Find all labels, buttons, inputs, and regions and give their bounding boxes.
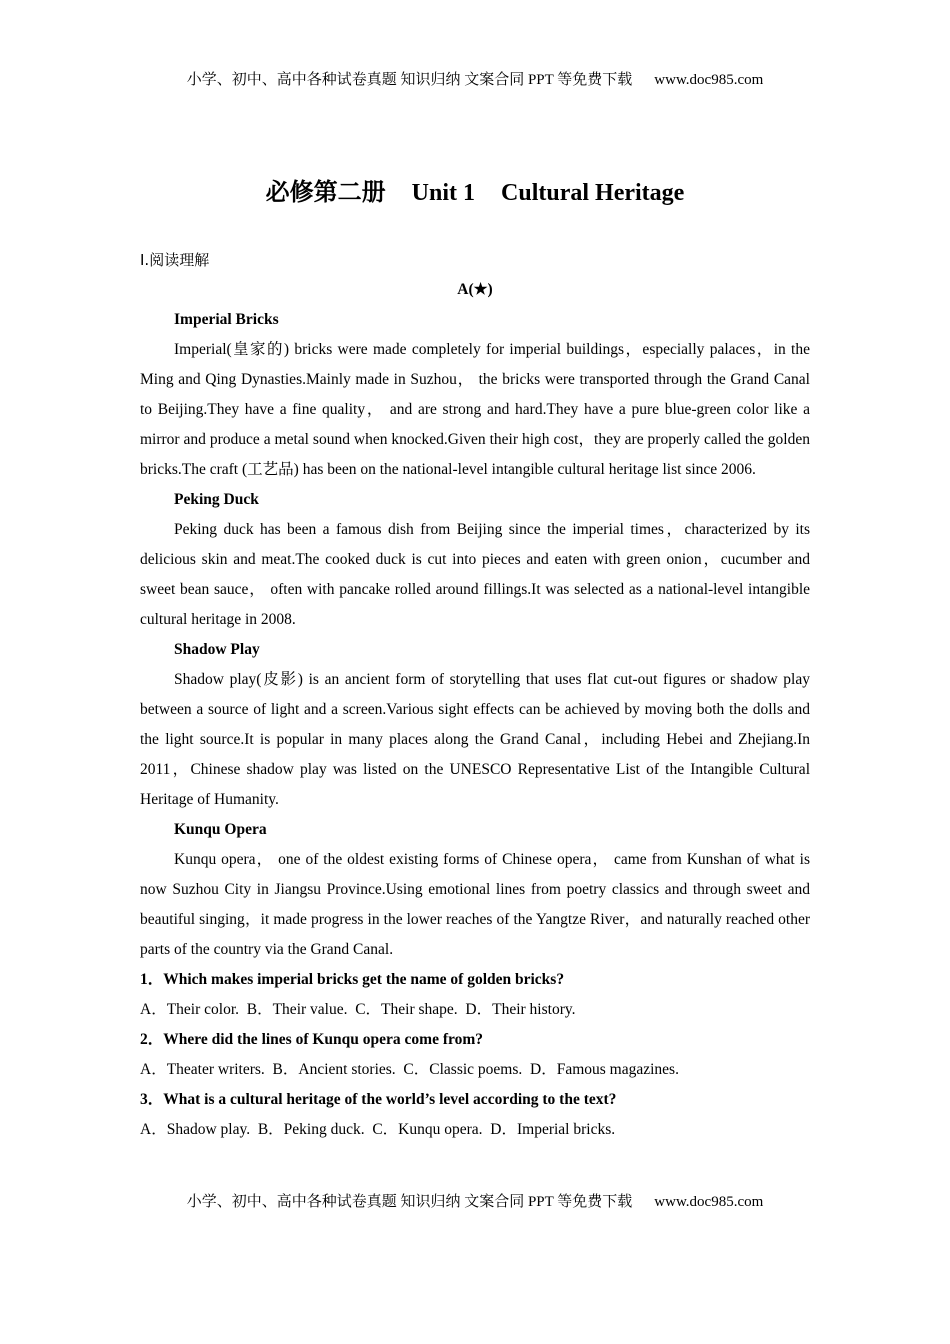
article-body: Imperial(皇家的) bricks were made completely for imperial buildings，especially palaces，in the Ming and Qing Dynasties.Mainly made in Suzhou， the bricks were transported through the Grand Canal to Beijing.They have a fine quality， and are strong and hard.They have a pure blue-green color like a mirror and produce a metal sound when knocked.Given their high cost，they are properly called the golden bricks.The craft (工艺品) has been on the national-level intangible cultural heritage list since 2006. bbox=[140, 341, 810, 478]
article-heading: Peking Duck bbox=[174, 491, 259, 508]
article-body: Shadow play(皮影) is an ancient form of storytelling that uses flat cut-out figures or shadow play between a source of light and a screen.Various sight effects can be achieved by moving both the dolls and the light source.It is popular in many places along the Grand Canal，including Hebei and Zhejiang.In 2011，Chinese shadow play was listed on the UNESCO Representative List of the Intangible Cultural Heritage of Humanity. bbox=[140, 671, 810, 808]
question-options: A．Shadow play. B．Peking duck. C．Kunqu opera. D．Imperial bricks. bbox=[140, 1121, 616, 1138]
footer-url: www.doc985.com bbox=[654, 1194, 764, 1210]
section-heading: Ⅰ.阅读理解 bbox=[140, 251, 210, 269]
footer-text: 小学、初中、高中各种试卷真题 知识归纳 文案合同 PPT 等免费下载 bbox=[186, 1194, 633, 1210]
title-name: Cultural Heritage bbox=[501, 180, 685, 206]
page-header bbox=[0, 68, 950, 89]
title-unit: Unit 1 bbox=[411, 180, 476, 206]
question-options: A．Their color. B．Their value. C．Their shape. D．Their history. bbox=[140, 1001, 576, 1018]
question-stem: 1．Which makes imperial bricks get the name of golden bricks? bbox=[140, 971, 565, 988]
page-footer bbox=[0, 1190, 950, 1211]
article-heading: Shadow Play bbox=[174, 641, 260, 658]
document-body bbox=[140, 245, 810, 1145]
article-heading: Imperial Bricks bbox=[174, 311, 279, 328]
question-stem: 2．Where did the lines of Kunqu opera come from? bbox=[140, 1031, 484, 1048]
question-options: A．Theater writers. B．Ancient stories. C．Classic poems. D．Famous magazines. bbox=[140, 1061, 679, 1078]
page-title bbox=[0, 172, 950, 207]
title-cn: 必修第二册 bbox=[265, 180, 386, 206]
article-heading: Kunqu Opera bbox=[174, 821, 267, 838]
header-url: www.doc985.com bbox=[654, 72, 764, 88]
header-text: 小学、初中、高中各种试卷真题 知识归纳 文案合同 PPT 等免费下载 bbox=[186, 72, 633, 88]
article-body: Kunqu opera， one of the oldest existing forms of Chinese opera， came from Kunshan of what is now Suzhou City in Jiangsu Province.Using emotional lines from poetry classics and through sweet and beautiful singing，it made progress in the lower reaches of the Yangtze River，and naturally reached other parts of the country via the Grand Canal. bbox=[140, 851, 810, 958]
article-body: Peking duck has been a famous dish from Beijing since the imperial times，characterized by its delicious skin and meat.The cooked duck is cut into pieces and eaten with green onion，cucumber and sweet bean sauce， often with pancake rolled around fillings.It was selected as a national-level intangible cultural heritage in 2008. bbox=[140, 521, 810, 628]
passage-label: A(★) bbox=[457, 281, 493, 298]
question-stem: 3．What is a cultural heritage of the world’s level according to the text? bbox=[140, 1091, 617, 1108]
